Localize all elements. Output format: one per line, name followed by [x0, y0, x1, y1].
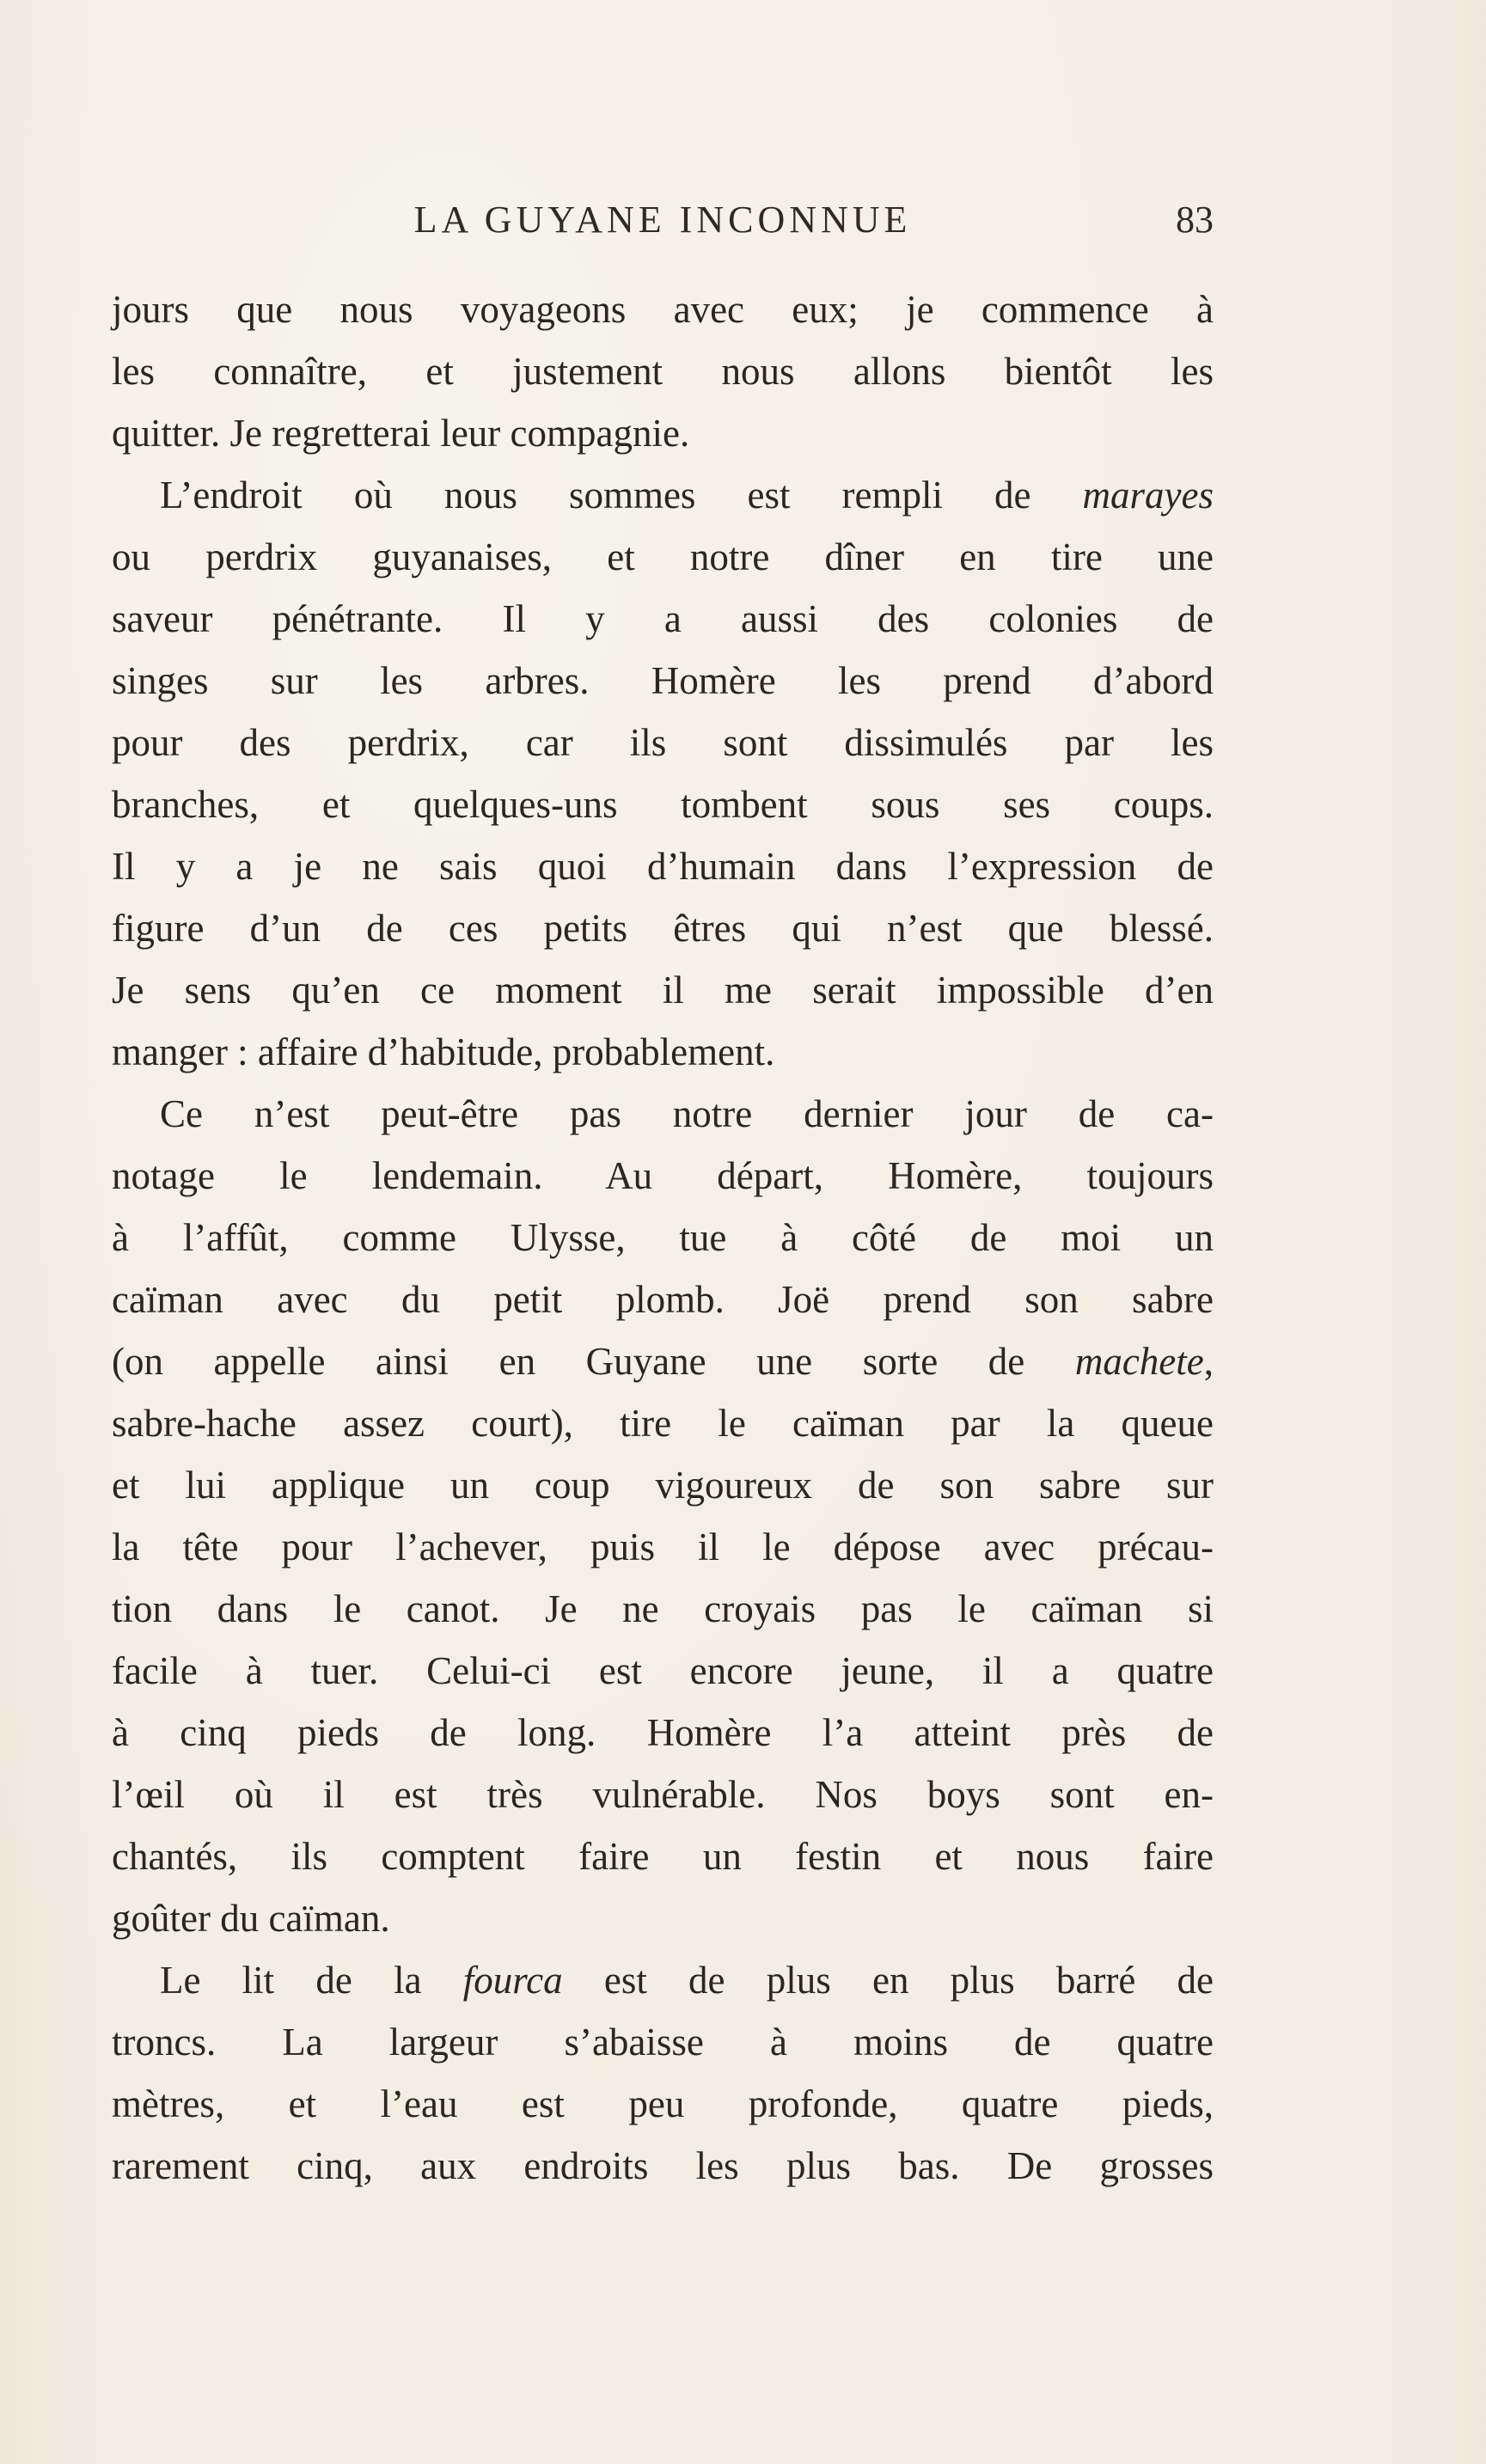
- text-line: à cinq pieds de long. Homère l’a atteint près de: [112, 1711, 1214, 1754]
- text-segment: ,: [1203, 1340, 1214, 1383]
- text-line: jours que nous voyageons avec eux; je commence à: [112, 288, 1214, 331]
- text-line: chantés, ils comptent faire un festin et nous faire: [112, 1835, 1214, 1878]
- italic-term: marayes: [1082, 474, 1214, 517]
- text-line: saveur pénétrante. Il y a aussi des colonies de: [112, 597, 1214, 640]
- text-line: figure d’un de ces petits êtres qui n’est que blessé.: [112, 907, 1214, 950]
- italic-term: fourca: [462, 1959, 563, 2002]
- text-line: facile à tuer. Celui-ci est encore jeune, il a quatre: [112, 1649, 1214, 1692]
- text-line: tion dans le canot. Je ne croyais pas le caïman si: [112, 1587, 1214, 1630]
- text-line: singes sur les arbres. Homère les prend d’abord: [112, 659, 1214, 702]
- text-line: manger : affaire d’habitude, probablement.: [112, 1030, 775, 1073]
- italic-term: machete: [1074, 1340, 1204, 1383]
- text-segment: est de plus en plus barré de: [562, 1959, 1214, 2002]
- text-line: quitter. Je regretterai leur compagnie.: [112, 412, 690, 455]
- page-number: 83: [1176, 199, 1214, 241]
- text-line: branches, et quelques-uns tombent sous ses coups.: [112, 783, 1214, 826]
- running-head: LA GUYANE INCONNUE: [413, 199, 912, 241]
- text-line: sabre-hache assez court), tire le caïman par la queue: [112, 1402, 1214, 1445]
- text-line: l’œil où il est très vulnérable. Nos boys sont en-: [112, 1773, 1214, 1816]
- text-line: à l’affût, comme Ulysse, tue à côté de moi un: [112, 1216, 1214, 1259]
- text-segment: (on appelle ainsi en Guyane une sorte de: [112, 1340, 1075, 1383]
- text-line: la tête pour l’achever, puis il le dépose avec précau-: [112, 1525, 1214, 1568]
- text-line: caïman avec du petit plomb. Joë prend son sabre: [112, 1278, 1214, 1321]
- text-line: mètres, et l’eau est peu profonde, quatre pieds,: [112, 2082, 1214, 2125]
- text-line: les connaître, et justement nous allons bientôt les: [112, 350, 1214, 393]
- text-line: troncs. La largeur s’abaisse à moins de quatre: [112, 2021, 1214, 2064]
- text-line: Je sens qu’en ce moment il me serait impossible d’en: [112, 969, 1214, 1012]
- text-line: goûter du caïman.: [112, 1897, 390, 1940]
- text-line: et lui applique un coup vigoureux de son sabre sur: [112, 1464, 1214, 1507]
- text-segment: L’endroit où nous sommes est rempli de: [160, 474, 1083, 517]
- text-line: Ce n’est peut-être pas notre dernier jour de ca-: [160, 1092, 1214, 1135]
- text-line: notage le lendemain. Au départ, Homère, toujours: [112, 1154, 1214, 1197]
- text-segment: Le lit de la: [160, 1959, 463, 2002]
- text-line: [112, 1330, 1214, 1392]
- body-text: [112, 278, 1214, 2197]
- text-line: [112, 464, 1214, 526]
- text-line: [112, 1949, 1214, 2011]
- text-line: rarement cinq, aux endroits les plus bas. De grosses: [112, 2144, 1214, 2187]
- text-line: Il y a je ne sais quoi d’humain dans l’expression de: [112, 845, 1214, 888]
- text-line: ou perdrix guyanaises, et notre dîner en tire une: [112, 535, 1214, 578]
- text-line: pour des perdrix, car ils sont dissimulés par les: [112, 721, 1214, 764]
- page-header: [112, 198, 1214, 246]
